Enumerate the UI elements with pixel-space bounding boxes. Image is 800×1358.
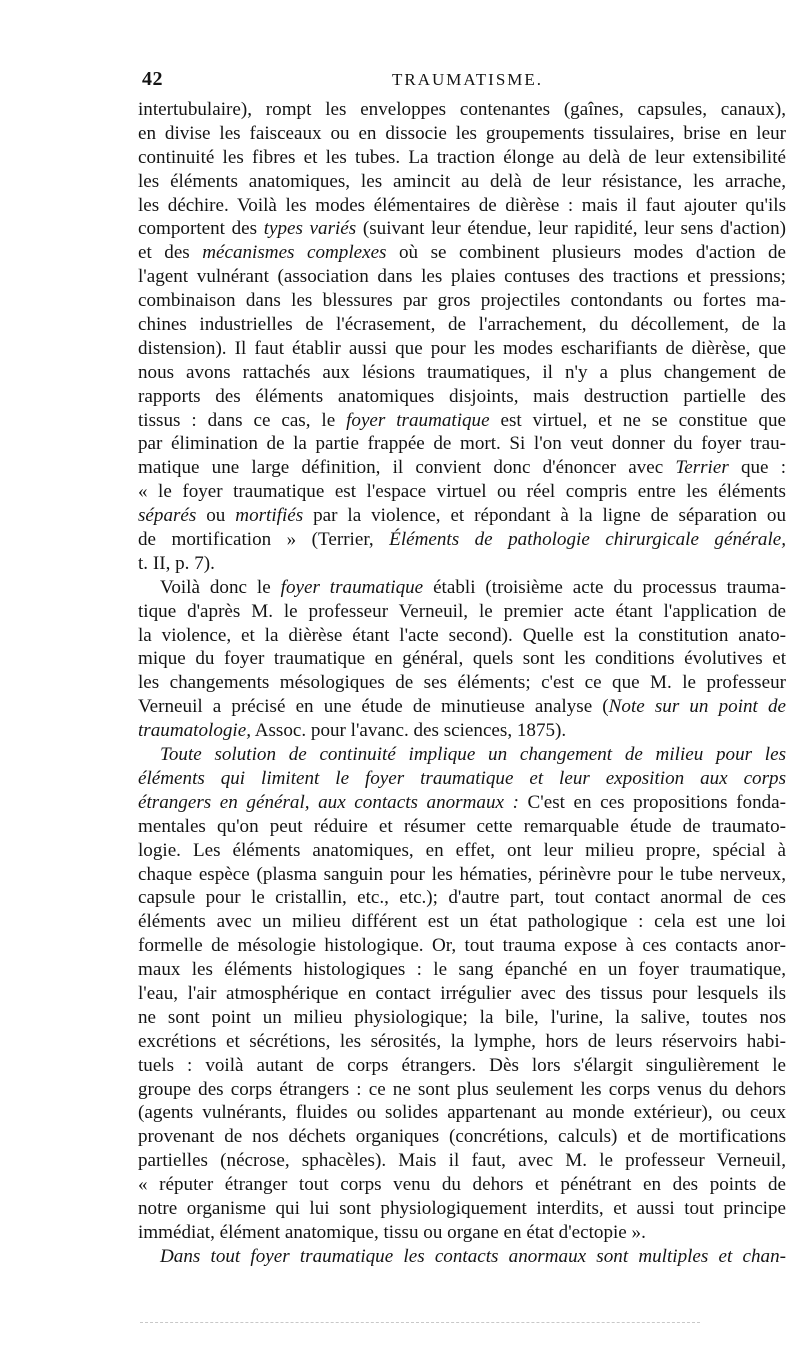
text-line bbox=[138, 767, 786, 791]
text-segment: ou bbox=[196, 505, 236, 527]
text-segment: continuité les fibres et les tubes. La traction élonge au delà de leur extensibilité bbox=[138, 146, 786, 168]
text-line bbox=[138, 504, 786, 528]
text-line bbox=[138, 1149, 786, 1173]
text-line bbox=[138, 910, 786, 934]
text-segment: maux les éléments histologiques : le sang épanché en un foyer traumatique, bbox=[138, 959, 786, 981]
text-line bbox=[138, 863, 786, 887]
text-line bbox=[138, 289, 786, 313]
text-line bbox=[138, 647, 786, 671]
text-line bbox=[138, 1078, 786, 1102]
text-segment: ne sont point un milieu physiologique; la bile, l'urine, la salive, toutes nos bbox=[138, 1006, 786, 1028]
italic-segment: types variés bbox=[263, 218, 357, 240]
italic-segment: Dans tout foyer traumatique les contacts anormaux sont multiples et chan- bbox=[160, 1245, 786, 1267]
text-line bbox=[138, 576, 786, 600]
text-segment: rapports des éléments anatomiques disjoints, mais destruction partielle des bbox=[138, 385, 786, 407]
italic-segment: traumatologie, bbox=[138, 720, 251, 742]
text-line bbox=[138, 886, 786, 910]
text-segment: nous avons rattachés aux lésions traumatiques, il n'y a plus changement de bbox=[138, 361, 786, 383]
text-line bbox=[138, 934, 786, 958]
text-segment: mentales qu'on peut réduire et résumer cette remarquable étude de traumato- bbox=[138, 815, 786, 837]
text-line bbox=[138, 743, 786, 767]
text-line bbox=[138, 456, 786, 480]
text-segment: en divise les faisceaux ou en dissocie les groupements tissulaires, brise en leur bbox=[138, 122, 786, 144]
body-text bbox=[138, 98, 786, 1269]
text-line bbox=[138, 146, 786, 170]
text-line bbox=[138, 982, 786, 1006]
text-line bbox=[138, 791, 786, 815]
text-line bbox=[138, 98, 786, 122]
page-bottom-margin-marks bbox=[140, 1322, 700, 1325]
text-segment: la violence, et la dièrèse étant l'acte second). Quelle est la constitution anato- bbox=[138, 624, 786, 646]
text-segment: chines industrielles de l'écrasement, de l'arrachement, du décollement, de la bbox=[138, 314, 786, 336]
text-segment: « le foyer traumatique est l'espace virtuel ou réel compris entre les éléments bbox=[138, 481, 786, 503]
text-segment: Assoc. pour l'avanc. des sciences, 1875). bbox=[250, 720, 567, 742]
italic-segment: Éléments de pathologie chirurgicale générale, bbox=[389, 529, 786, 551]
text-line bbox=[138, 671, 786, 695]
text-segment: logie. Les éléments anatomiques, en effet, ont leur milieu propre, spécial à bbox=[138, 839, 786, 861]
text-line bbox=[138, 528, 786, 552]
text-segment: où se combinent plusieurs modes d'action de bbox=[386, 242, 786, 264]
italic-segment: étrangers en général, aux contacts anormaux : bbox=[138, 791, 519, 813]
text-segment: comportent des bbox=[138, 218, 264, 240]
text-line bbox=[138, 361, 786, 385]
text-line bbox=[138, 241, 786, 265]
text-segment: groupe des corps étrangers : ce ne sont plus seulement les corps venus du dehors bbox=[138, 1078, 786, 1100]
text-line bbox=[138, 170, 786, 194]
text-segment: excrétions et sécrétions, les sérosités, la lymphe, hors de leurs réservoirs habi- bbox=[138, 1030, 786, 1052]
text-line bbox=[138, 337, 786, 361]
text-segment: de mortification » (Terrier, bbox=[138, 529, 390, 551]
text-segment: tissus : dans ce cas, le bbox=[138, 409, 347, 431]
text-segment: chaque espèce (plasma sanguin pour les hématies, périnèvre pour le tube nerveux, bbox=[138, 863, 786, 885]
text-segment: provenant de nos déchets organiques (concrétions, calculs) et de mortifications bbox=[138, 1126, 786, 1148]
italic-segment: foyer traumatique bbox=[280, 576, 424, 598]
text-line bbox=[138, 719, 786, 743]
text-segment: l'eau, l'air atmosphérique en contact irrégulier avec des tissus pour lesquels ils bbox=[138, 982, 786, 1004]
text-segment: formelle de mésologie histologique. Or, tout trauma expose à ces contacts anor- bbox=[138, 935, 786, 957]
italic-segment: Toute solution de continuité implique un changement de milieu pour les bbox=[160, 744, 786, 766]
text-segment: (suivant leur étendue, leur rapidité, leur sens d'action) bbox=[356, 218, 786, 240]
text-segment: immédiat, élément anatomique, tissu ou organe en état d'ectopie ». bbox=[138, 1221, 646, 1243]
text-segment: éléments avec un milieu différent est un état pathologique : cela est une loi bbox=[138, 911, 786, 933]
text-line bbox=[138, 624, 786, 648]
page-header bbox=[142, 68, 782, 98]
text-segment: et des bbox=[138, 242, 203, 264]
text-segment: l'agent vulnérant (association dans les plaies contuses des tractions et pressions; bbox=[138, 266, 786, 288]
text-line bbox=[138, 695, 786, 719]
text-segment: intertubulaire), rompt les enveloppes contenantes (gaînes, capsules, canaux), bbox=[138, 99, 786, 120]
italic-segment: mécanismes complexes bbox=[202, 242, 387, 264]
italic-segment: foyer traumatique bbox=[346, 409, 490, 431]
text-line bbox=[138, 217, 786, 241]
text-segment: Voilà donc le bbox=[160, 576, 281, 598]
italic-segment: mortifiés bbox=[235, 505, 304, 527]
text-segment: est virtuel, et ne se constitue que bbox=[489, 409, 786, 431]
text-segment: « réputer étranger tout corps venu du dehors et pénétrant en des points de bbox=[138, 1174, 786, 1196]
text-line bbox=[138, 1006, 786, 1030]
text-line bbox=[138, 1173, 786, 1197]
text-segment: tique d'après M. le professeur Verneuil, le premier acte étant l'application de bbox=[138, 600, 786, 622]
text-line bbox=[138, 194, 786, 218]
text-line bbox=[138, 385, 786, 409]
text-segment: que : bbox=[728, 457, 786, 479]
text-segment: distension). Il faut établir aussi que pour les modes escharifiants de dièrèse, que bbox=[138, 337, 786, 359]
text-line bbox=[138, 122, 786, 146]
text-segment: établi (troisième acte du processus trauma- bbox=[423, 576, 786, 598]
text-line bbox=[138, 1245, 786, 1269]
text-line bbox=[138, 1101, 786, 1125]
text-line bbox=[138, 600, 786, 624]
text-segment: par élimination de la partie frappée de mort. Si l'on veut donner du foyer trau- bbox=[138, 433, 786, 455]
text-line bbox=[138, 552, 786, 576]
text-line bbox=[138, 265, 786, 289]
text-line bbox=[138, 839, 786, 863]
text-line bbox=[138, 480, 786, 504]
text-segment: les changements mésologiques de ses éléments; c'est ce que M. le professeur bbox=[138, 672, 786, 694]
text-segment: matique une large définition, il convient donc d'énoncer avec bbox=[138, 457, 676, 479]
running-title: TRAUMATISME. bbox=[392, 70, 544, 89]
text-segment: mique du foyer traumatique en général, quels sont les conditions évolutives et bbox=[138, 648, 786, 670]
italic-segment: éléments qui limitent le foyer traumatique et leur exposition aux corps bbox=[138, 767, 786, 789]
italic-segment: séparés bbox=[138, 505, 197, 527]
italic-segment: Terrier bbox=[675, 457, 729, 479]
text-line bbox=[138, 1054, 786, 1078]
text-segment: par la violence, et répondant à la ligne de séparation ou bbox=[303, 505, 786, 527]
text-segment: capsule pour le cristallin, etc., etc.); d'autre part, tout contact anormal de ces bbox=[138, 887, 786, 909]
text-segment: (agents vulnérants, fluides ou solides appartenant au monde extérieur), ou ceux bbox=[138, 1102, 786, 1124]
text-segment: Verneuil a précisé en une étude de minutieuse analyse ( bbox=[138, 696, 609, 718]
text-segment: t. II, p. 7). bbox=[138, 552, 215, 574]
text-segment: C'est en ces propositions fonda- bbox=[518, 791, 786, 813]
text-line bbox=[138, 1197, 786, 1221]
text-line bbox=[138, 1125, 786, 1149]
text-line bbox=[138, 432, 786, 456]
italic-segment: Note sur un point de bbox=[608, 696, 786, 718]
text-line bbox=[138, 815, 786, 839]
text-segment: les éléments anatomiques, les amincit au delà de leur résistance, les arrache, bbox=[138, 170, 786, 192]
text-segment: les déchire. Voilà les modes élémentaires de dièrèse : mais il faut ajouter qu'ils bbox=[138, 194, 786, 216]
text-line bbox=[138, 313, 786, 337]
page-number: 42 bbox=[142, 68, 163, 90]
text-line bbox=[138, 409, 786, 433]
text-line bbox=[138, 1221, 786, 1245]
text-line bbox=[138, 958, 786, 982]
text-segment: notre organisme qui lui sont physiologiquement interdits, et aussi tout principe bbox=[138, 1197, 786, 1219]
text-segment: combinaison dans les blessures par gros projectiles contondants ou fortes ma- bbox=[138, 290, 786, 312]
text-segment: partielles (nécrose, sphacèles). Mais il faut, avec M. le professeur Verneuil, bbox=[138, 1150, 786, 1172]
text-segment: tuels : voilà autant de corps étrangers. Dès lors s'élargit singulièrement le bbox=[138, 1054, 786, 1076]
text-line bbox=[138, 1030, 786, 1054]
